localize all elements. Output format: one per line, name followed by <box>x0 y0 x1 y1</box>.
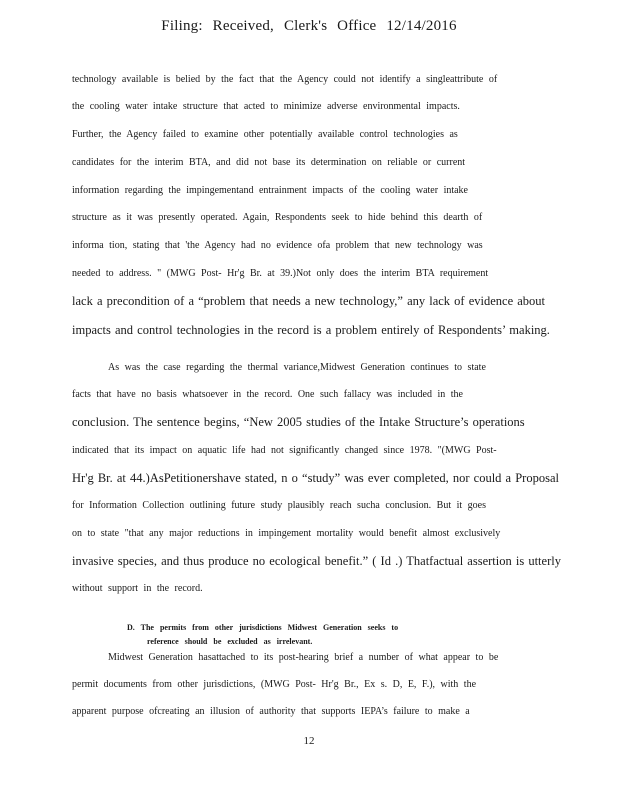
text-line: apparent purpose ofcreating an illusion of authority that supports IEPA’s failure to make a <box>72 706 470 717</box>
text-line: Hr'g Br. at 44.)AsPetitionershave stated, n o “study” was ever completed, nor could a Proposal <box>72 471 559 485</box>
text-line: information regarding the impingementand entrainment impacts of the cooling water intake <box>72 185 468 196</box>
text-line: for Information Collection outlining future study plausibly reach sucha conclusion. But it goes <box>72 500 486 511</box>
text-line: permit documents from other jurisdictions, (MWG Post- Hr'g Br., Ex s. D, E, F.), with the <box>72 679 477 690</box>
text-line: invasive species, and thus produce no ecological benefit.” ( Id .) Thatfactual assertion is utterly <box>72 554 561 568</box>
text-line: conclusion. The sentence begins, “New 2005 studies of the Intake Structure’s operations <box>72 415 525 429</box>
text-line: Further, the Agency failed to examine other potentially available control technologies as <box>72 129 458 140</box>
text-line: needed to address. " (MWG Post- Hr'g Br. at 39.)Not only does the interim BTA requirement <box>72 268 489 279</box>
text-line: informa tion, stating that 'the Agency had no evidence ofa problem that new technology was <box>72 240 483 251</box>
section-heading: D. The permits from other jurisdictions Midwest Generation seeks to <box>127 623 399 632</box>
text-line: technology available is belied by the fact that the Agency could not identify a singleattribute of <box>72 74 498 85</box>
filing-stamp-header: Filing: Received, Clerk's Office 12/14/2016 <box>161 18 457 34</box>
text-line: on to state "that any major reductions in impingement mortality would benefit almost exclusively <box>72 528 501 539</box>
text-line: without support in the record. <box>72 583 203 594</box>
text-line: the cooling water intake structure that acted to minimize adverse environmental impacts. <box>72 101 460 112</box>
text-line: As was the case regarding the thermal variance,Midwest Generation continues to state <box>108 362 486 373</box>
text-line: impacts and control technologies in the record is a problem entirely of Respondents’ making. <box>72 323 550 337</box>
text-line: indicated that its impact on aquatic life had not significantly changed since 1978. "(MWG Post- <box>72 445 497 456</box>
section-heading-continued: reference should be excluded as irrelevant. <box>147 637 313 646</box>
text-line: lack a precondition of a “problem that needs a new technology,” any lack of evidence about <box>72 294 546 308</box>
text-line: Midwest Generation hasattached to its post-hearing brief a number of what appear to be <box>108 652 499 663</box>
page-number: 12 <box>303 735 315 747</box>
text-line: facts that have no basis whatsoever in the record. One such fallacy was included in the <box>72 389 463 400</box>
text-line: structure as it was presently operated. Again, Respondents seek to hide behind this dearth of <box>72 212 483 223</box>
text-line: candidates for the interim BTA, and did not base its determination on reliable or current <box>72 157 466 168</box>
